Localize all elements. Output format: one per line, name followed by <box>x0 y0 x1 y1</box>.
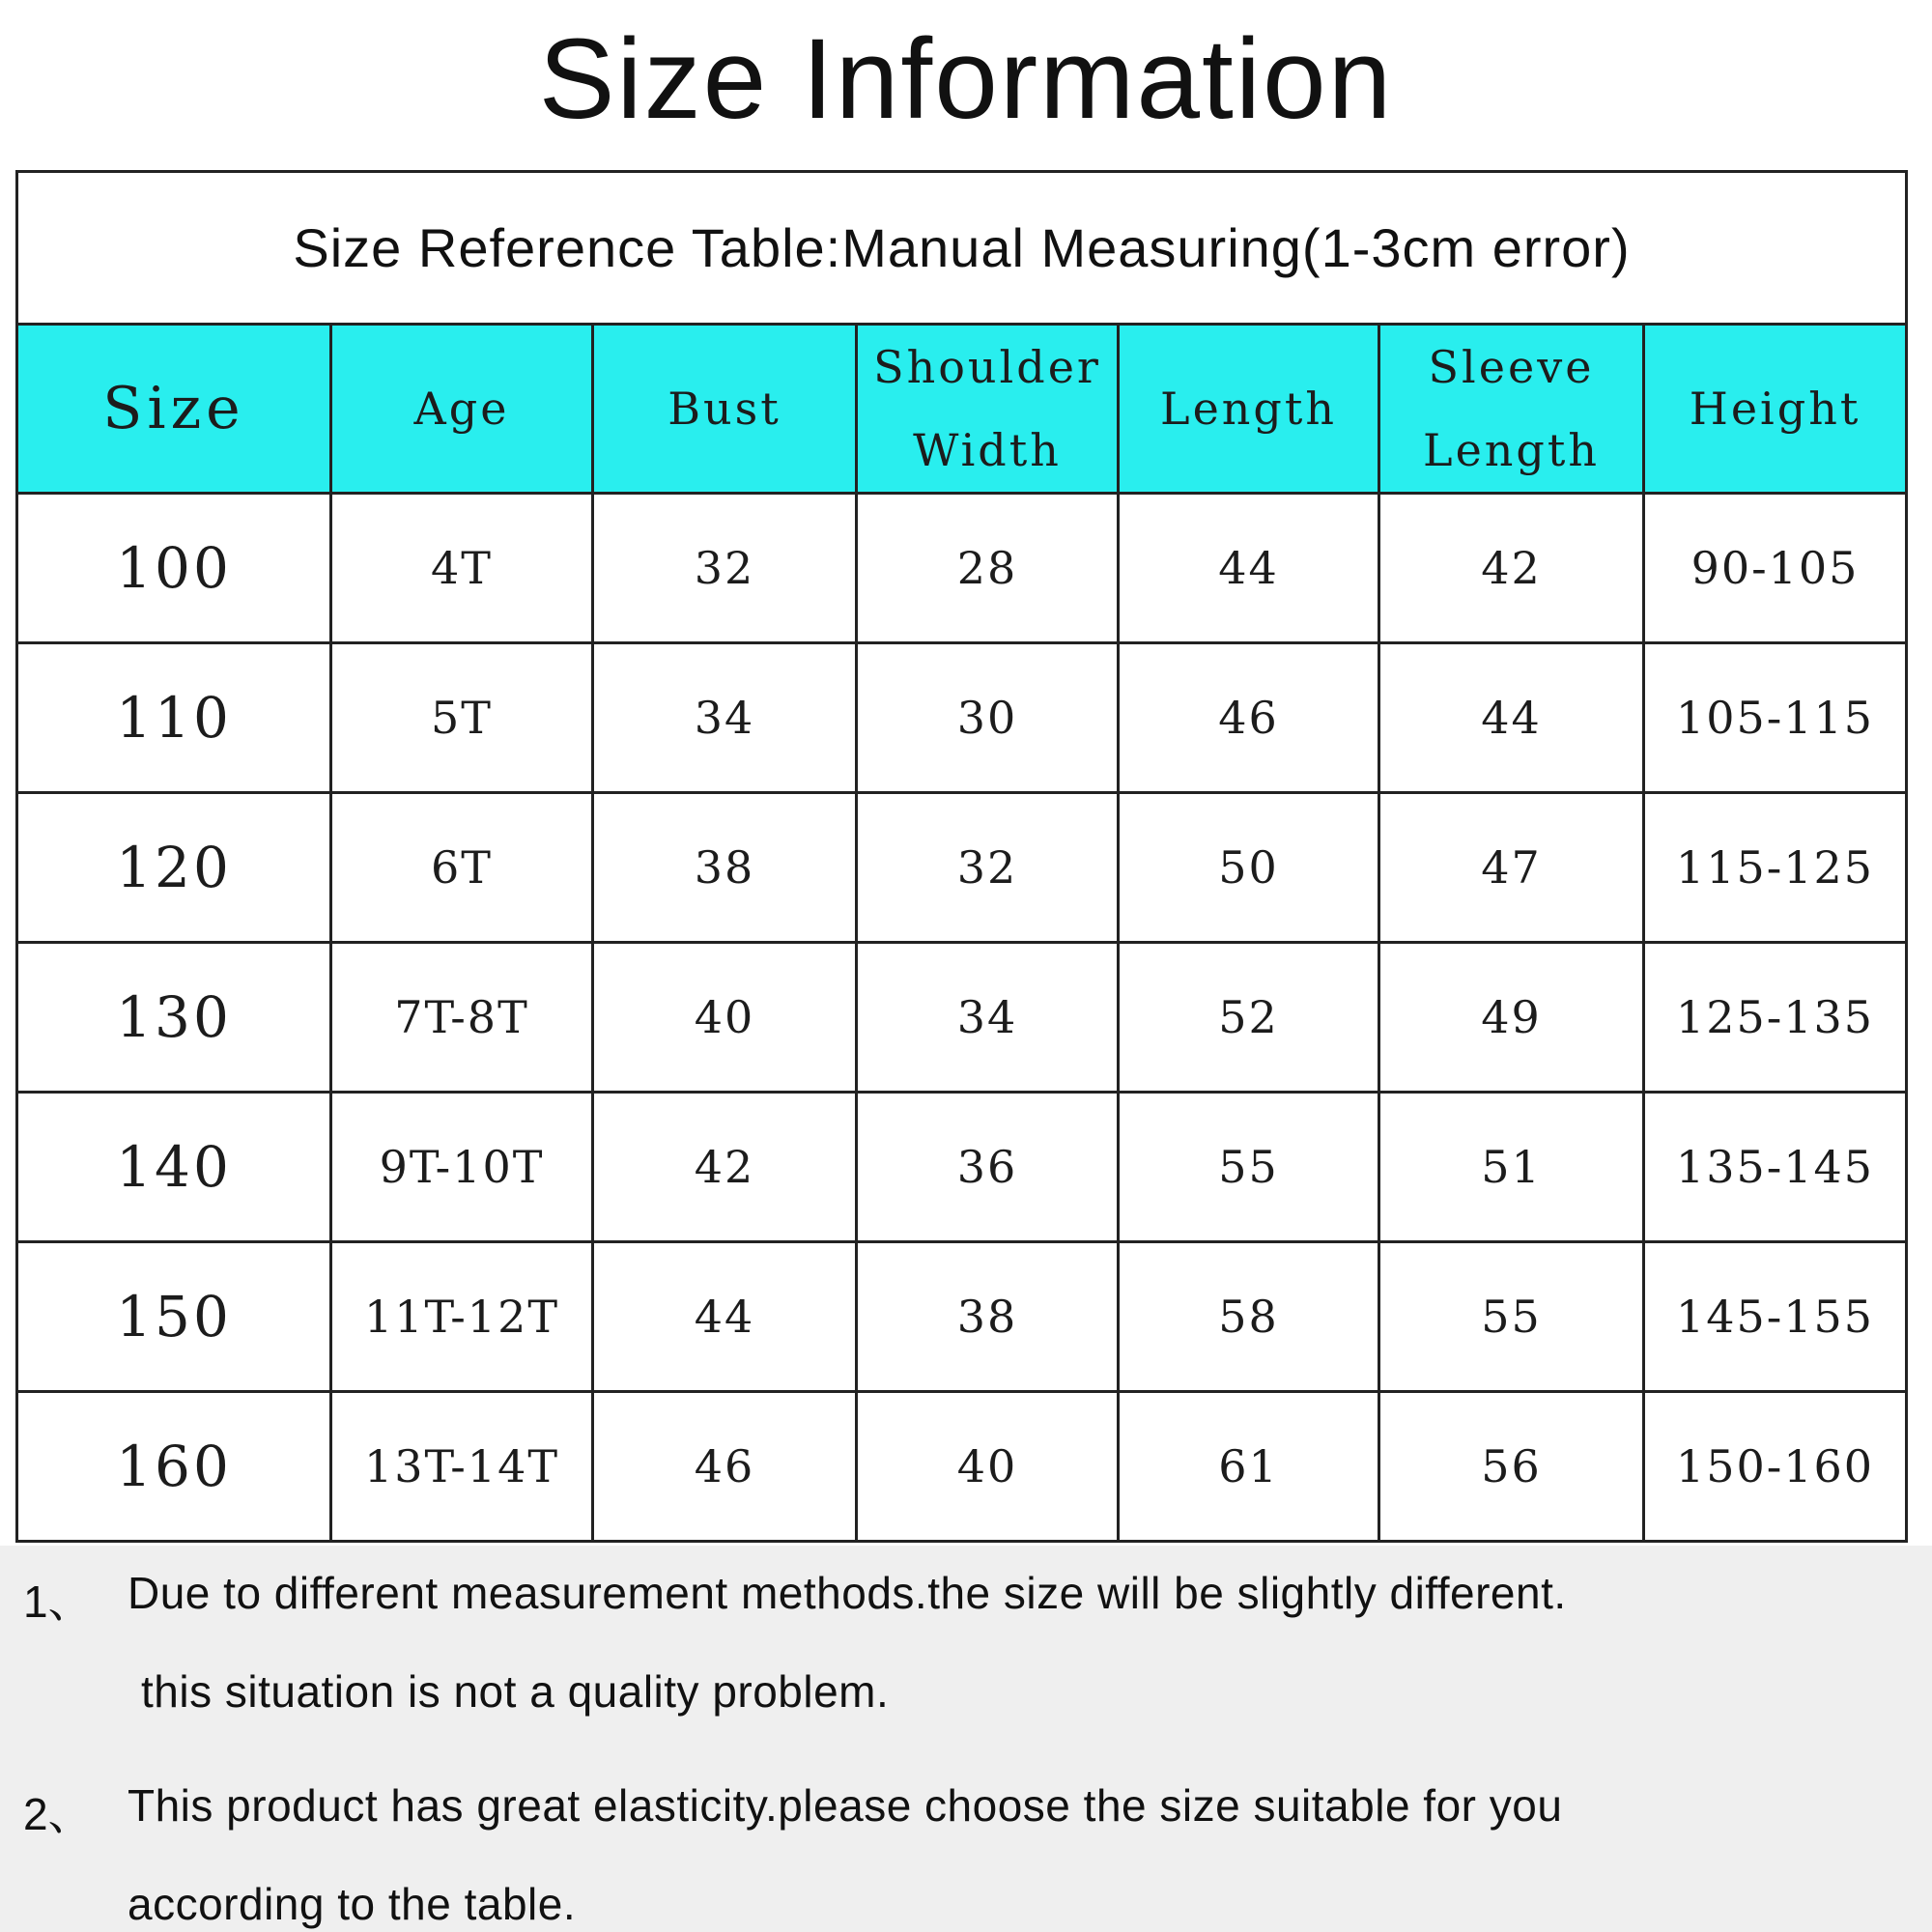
cell-sleeve-length: 47 <box>1379 793 1644 943</box>
cell-length: 50 <box>1119 793 1379 943</box>
header-age: Age <box>331 325 593 494</box>
cell-length: 44 <box>1119 494 1379 643</box>
cell-size: 140 <box>17 1093 331 1242</box>
table-row <box>17 943 1907 1093</box>
cell-height: 150-160 <box>1644 1392 1907 1542</box>
cell-sleeve-length: 55 <box>1379 1242 1644 1392</box>
cell-height: 125-135 <box>1644 943 1907 1093</box>
cell-height: 90-105 <box>1644 494 1907 643</box>
cell-age: 4T <box>331 494 593 643</box>
cell-age: 7T-8T <box>331 943 593 1093</box>
table-caption-row <box>17 172 1907 325</box>
header-shoulder-width: Shoulder Width <box>857 325 1119 494</box>
cell-length: 58 <box>1119 1242 1379 1392</box>
cell-shoulder-width: 32 <box>857 793 1119 943</box>
cell-age: 6T <box>331 793 593 943</box>
cell-size: 130 <box>17 943 331 1093</box>
cell-size: 160 <box>17 1392 331 1542</box>
cell-bust: 34 <box>593 643 857 793</box>
cell-height: 105-115 <box>1644 643 1907 793</box>
cell-size: 100 <box>17 494 331 643</box>
cell-bust: 44 <box>593 1242 857 1392</box>
table-row <box>17 494 1907 643</box>
cell-length: 61 <box>1119 1392 1379 1542</box>
cell-shoulder-width: 30 <box>857 643 1119 793</box>
note-2-line-2: according to the table. <box>128 1879 577 1929</box>
cell-bust: 42 <box>593 1093 857 1242</box>
cell-age: 13T-14T <box>331 1392 593 1542</box>
cell-bust: 46 <box>593 1392 857 1542</box>
cell-size: 110 <box>17 643 331 793</box>
table-row <box>17 1093 1907 1242</box>
header-sleeve-length: Sleeve Length <box>1379 325 1644 494</box>
note-1-number: 1、 <box>23 1577 93 1627</box>
cell-bust: 40 <box>593 943 857 1093</box>
cell-sleeve-length: 44 <box>1379 643 1644 793</box>
note-2-line-1: This product has great elasticity.please choose the size suitable for you <box>128 1780 1563 1831</box>
table-caption: Size Reference Table:Manual Measuring(1-3cm error) <box>17 172 1907 325</box>
cell-sleeve-length: 49 <box>1379 943 1644 1093</box>
cell-age: 9T-10T <box>331 1093 593 1242</box>
cell-size: 120 <box>17 793 331 943</box>
note-1-line-1: Due to different measurement methods.the size will be slightly different. <box>128 1568 1567 1618</box>
table-row <box>17 643 1907 793</box>
note-2-number: 2、 <box>23 1789 93 1839</box>
cell-length: 55 <box>1119 1093 1379 1242</box>
cell-bust: 32 <box>593 494 857 643</box>
table-row <box>17 793 1907 943</box>
table-header-row <box>17 325 1907 494</box>
cell-shoulder-width: 36 <box>857 1093 1119 1242</box>
page-title: Size Information <box>538 15 1394 143</box>
cell-size: 150 <box>17 1242 331 1392</box>
notes-panel <box>0 1546 1932 1932</box>
header-size: Size <box>17 325 331 494</box>
cell-height: 115-125 <box>1644 793 1907 943</box>
cell-length: 46 <box>1119 643 1379 793</box>
cell-shoulder-width: 40 <box>857 1392 1119 1542</box>
header-length: Length <box>1119 325 1379 494</box>
size-table <box>15 170 1908 1543</box>
cell-sleeve-length: 51 <box>1379 1093 1644 1242</box>
table-row <box>17 1392 1907 1542</box>
cell-age: 11T-12T <box>331 1242 593 1392</box>
cell-length: 52 <box>1119 943 1379 1093</box>
cell-height: 145-155 <box>1644 1242 1907 1392</box>
cell-shoulder-width: 38 <box>857 1242 1119 1392</box>
cell-shoulder-width: 34 <box>857 943 1119 1093</box>
cell-age: 5T <box>331 643 593 793</box>
note-1-line-2: this situation is not a quality problem. <box>141 1666 890 1717</box>
cell-shoulder-width: 28 <box>857 494 1119 643</box>
table-row <box>17 1242 1907 1392</box>
cell-bust: 38 <box>593 793 857 943</box>
cell-sleeve-length: 56 <box>1379 1392 1644 1542</box>
header-height: Height <box>1644 325 1907 494</box>
header-bust: Bust <box>593 325 857 494</box>
cell-sleeve-length: 42 <box>1379 494 1644 643</box>
cell-height: 135-145 <box>1644 1093 1907 1242</box>
